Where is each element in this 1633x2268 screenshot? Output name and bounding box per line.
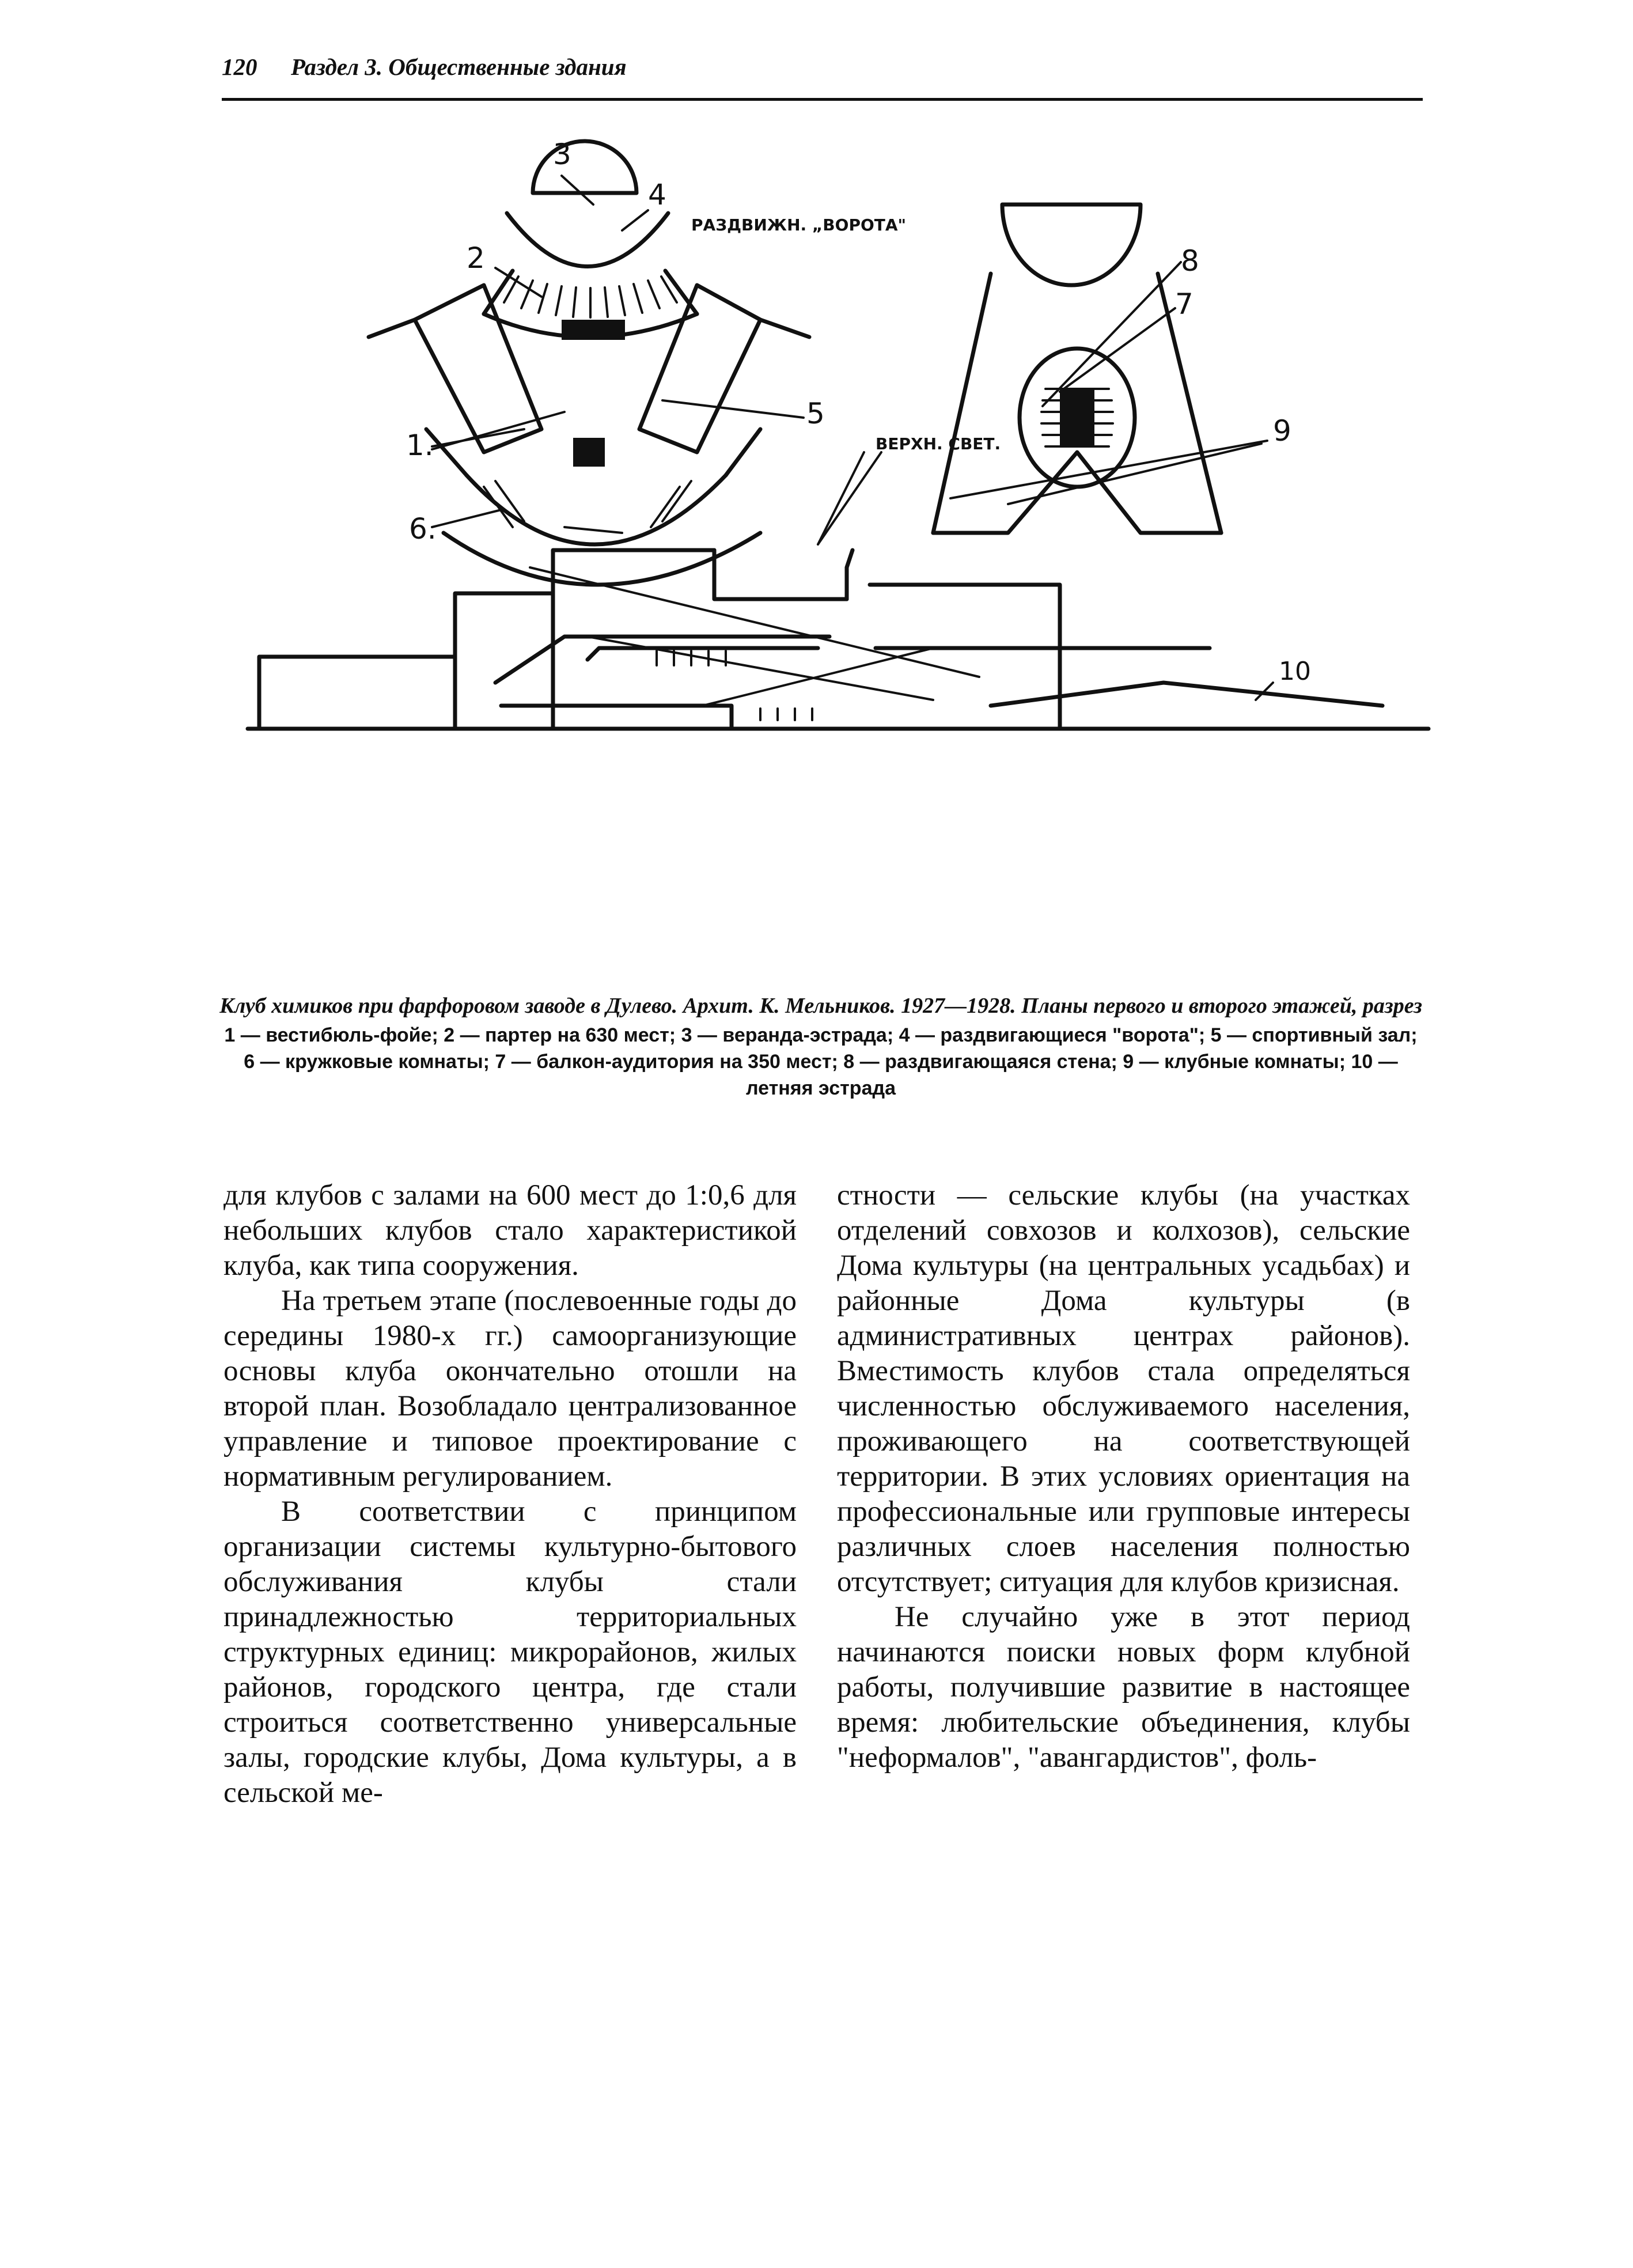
paragraph: В соответствии с принципом организации системы культурно-бытового обслуживания клубы стали принадлежностью территориальных структурных единиц: микрорайонов, жилых районов, городского центра, где стали строиться соответственно универсальные залы, городские клубы, Дома культуры, а в сельской ме-	[223, 1495, 797, 1809]
caption-title: Клуб химиков при фарфоровом заводе в Дулево. Архит. К. Мельников. 1927—1928. Планы первого и второго этажей, разрез	[219, 994, 1422, 1018]
text-column-left	[223, 1178, 797, 1811]
label-10: 10	[1279, 657, 1311, 686]
text-column-right	[837, 1178, 1410, 1775]
label-1: 1.	[406, 429, 434, 462]
building-section	[248, 452, 1429, 729]
architectural-figure	[242, 130, 1434, 971]
label-2: 2	[467, 241, 485, 275]
label-3: 3	[553, 138, 571, 171]
paragraph: Не случайно уже в этот период начинаются поиски новых форм клубной работы, получившие развитие в настоящее время: любительские объединения, клубы "неформалов", "авангардистов", фоль-	[837, 1601, 1410, 1774]
label-5: 5	[806, 397, 825, 430]
annotation-gate: РАЗДВИЖН. „ВОРОТА"	[691, 215, 907, 234]
label-8: 8	[1181, 244, 1199, 278]
paragraph: для клубов с залами на 600 мест до 1:0,6 для небольших клубов стало характеристикой клуба, как типа сооружения.	[223, 1179, 797, 1282]
plans-and-section-drawing	[242, 130, 1434, 971]
label-9: 9	[1273, 414, 1291, 448]
page-number: 120	[222, 54, 257, 80]
figure-caption	[219, 991, 1423, 1101]
label-7: 7	[1175, 287, 1194, 321]
running-title: Раздел 3. Общественные здания	[291, 54, 627, 80]
paragraph: стности — сельские клубы (на участках отделений совхозов и колхозов), сельские Дома культуры (на центральных усадьбах) и районные Дома культуры (в административных центрах районов). Вместимость клубов стала определяться численностью обслуживаемого населения, проживающего на соответствующей территории. В этих условиях ориентация на профессиональные или групповые интересы различных слоев населения полностью отсутствует; ситуация для клубов кризисная.	[837, 1179, 1410, 1598]
label-4: 4	[648, 178, 666, 211]
second-floor-plan	[933, 205, 1267, 533]
caption-legend: 1 — вестибюль-фойе; 2 — партер на 630 мест; 3 — веранда-эстрада; 4 — раздвигающиеся "ворота"; 5 — спортивный зал; 6 — кружковые комнаты; 7 — балкон-аудитория на 350 мест; 8 — раздвигающаяся стена; 9 — клубные комнаты; 10 — летняя эстрада	[224, 1024, 1418, 1099]
label-6: 6.	[409, 512, 437, 546]
running-header	[222, 53, 1423, 101]
paragraph: На третьем этапе (послевоенные годы до середины 1980-х гг.) самоорганизующие основы клуба окончательно отошли на второй план. Возобладало централизованное управление и типовое проектирование с нормативным регулированием.	[223, 1285, 797, 1493]
annotation-section: ВЕРХН. СВЕТ.	[876, 434, 1001, 453]
